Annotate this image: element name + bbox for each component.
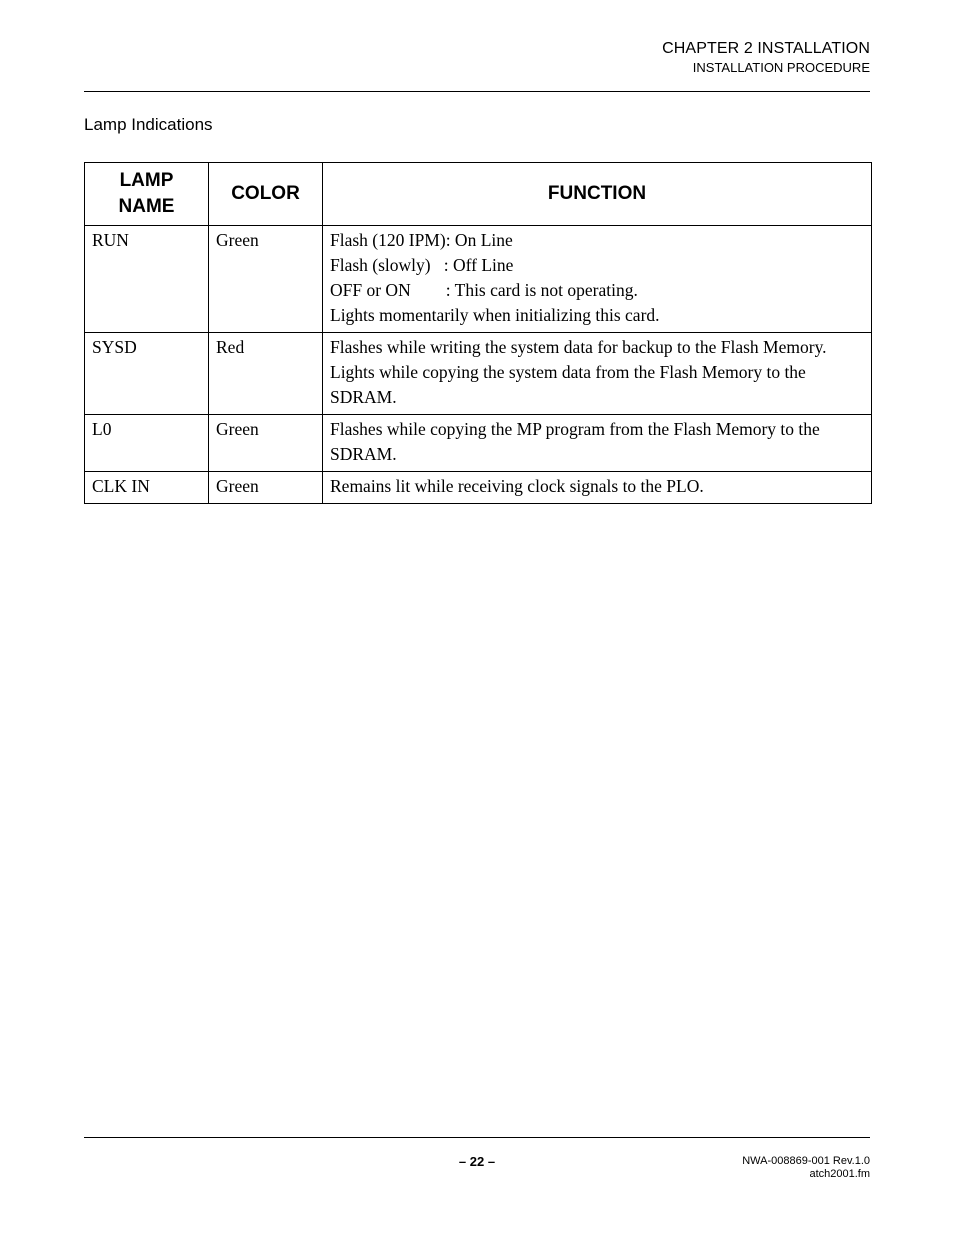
column-header-color: COLOR (209, 163, 323, 226)
color-cell: Green (209, 226, 323, 333)
footer-divider (84, 1137, 870, 1138)
column-header-function: FUNCTION (323, 163, 872, 226)
column-header-lamp-name (85, 163, 209, 226)
section-subtitle: INSTALLATION PROCEDURE (692, 60, 870, 75)
chapter-title: CHAPTER 2 INSTALLATION (662, 40, 870, 57)
color-cell: Green (209, 415, 323, 472)
function-line: Lights while copying the system data from the Flash Memory to the (330, 362, 806, 382)
page-number: – 22 – (458, 1154, 496, 1169)
function-line: Flashes while writing the system data for backup to the Flash Memory. (330, 337, 827, 357)
document-number: NWA-008869-001 Rev.1.0 (742, 1155, 870, 1167)
column-header-lamp-name-line2: NAME (118, 196, 175, 217)
function-line: Flash (slowly) : Off Line (330, 255, 514, 275)
function-line: Remains lit while receiving clock signals to the PLO. (330, 476, 704, 496)
table-row (85, 333, 872, 415)
table-row (85, 226, 872, 333)
function-line: SDRAM. (330, 387, 397, 407)
function-cell (323, 226, 872, 333)
lamp-name-cell: L0 (85, 415, 209, 472)
running-header (662, 39, 870, 76)
function-cell (323, 472, 872, 504)
function-line: OFF or ON : This card is not operating. (330, 280, 638, 300)
table-header-row (85, 163, 872, 226)
lamp-name-cell: SYSD (85, 333, 209, 415)
header-divider (84, 91, 870, 92)
section-title: Lamp Indications (84, 115, 213, 134)
column-header-lamp-name-line1: LAMP (119, 170, 174, 191)
color-cell: Green (209, 472, 323, 504)
function-line: SDRAM. (330, 444, 397, 464)
function-line: Flashes while copying the MP program from the Flash Memory to the (330, 419, 820, 439)
lamp-name-cell: RUN (85, 226, 209, 333)
color-cell: Red (209, 333, 323, 415)
document-identifier (742, 1155, 870, 1181)
function-line: Flash (120 IPM): On Line (330, 230, 513, 250)
function-cell (323, 415, 872, 472)
lamp-name-cell: CLK IN (85, 472, 209, 504)
table-row (85, 415, 872, 472)
function-line: Lights momentarily when initializing this card. (330, 305, 660, 325)
lamp-indications-table (84, 162, 872, 504)
file-name: atch2001.fm (809, 1168, 870, 1180)
function-cell (323, 333, 872, 415)
table-row (85, 472, 872, 504)
